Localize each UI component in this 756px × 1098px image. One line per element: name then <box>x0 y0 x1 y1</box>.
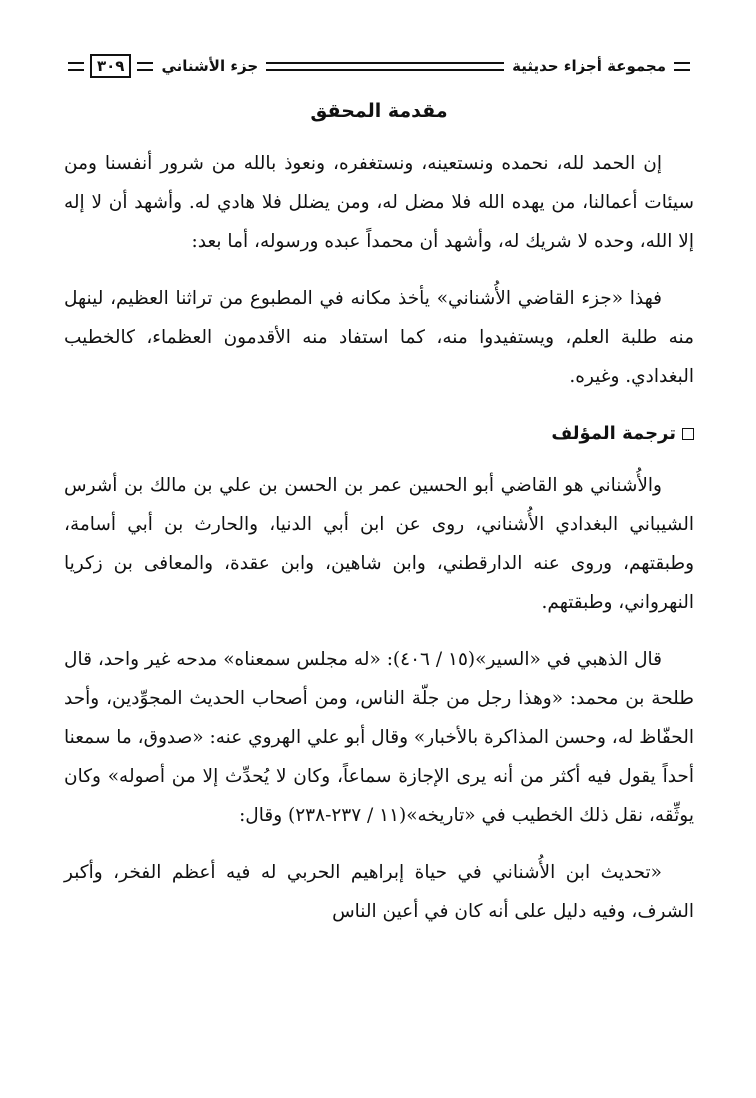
book-page <box>64 46 694 1086</box>
paragraph-dhahabi-quote: قال الذهبي في «السير»(١٥ / ٤٠٦): «له مجلس سمعناه» مدحه غير واحد، قال طلحة بن محمد: «وهذا رجل من جلّة الناس، ومن أصحاب الحديث المجوِّدين، وأحد الحفّاظ له، وحسن المذاكرة بالأخبار» وقال أبو علي الهروي عنه: «صدوق، ما سمعنا أحداً يقول فيه أكثر من أنه يرى الإجازة سماعاً، وكان لا يُحدِّث إلا من أصوله» وكان يوثِّقه، نقل ذلك الخطيب في «تاريخه»(١١ / ٢٣٧-٢٣٨) وقال: <box>63 649 694 826</box>
paragraph-gap <box>64 396 694 414</box>
header-rule-left <box>68 62 84 71</box>
paragraph-author-bio: والأُشناني هو القاضي أبو الحسين عمر بن الحسن بن علي بن مالك بن أشرس الشيباني البغدادي الأُشناني، روى عن ابن أبي الدنيا، والحارث بن أبي أسامة، وطبقتهم، وروى عنه الدارقطني، وابن شاهين، وابن عقدة، والمعافى بن زكريا النهرواني، وطبقتهم. <box>64 475 694 613</box>
part-title: جزء الأشناني <box>161 57 259 75</box>
collection-title: مجموعة أجزاء حديثية <box>512 57 666 75</box>
paragraph-gap <box>64 261 694 279</box>
running-header <box>64 46 694 86</box>
author-biography-heading-label: ترجمة المؤلف <box>551 423 676 444</box>
header-rule-right <box>674 62 690 71</box>
paragraph-opening-praise: إن الحمد لله، نحمده ونستعينه، ونستغفره، ونعوذ بالله من شرور أنفسنا ومن سيئات أعمالنا، من يهده الله فلا مضل له، ومن يضلل فلا هادي له. وأشهد أن لا إله إلا الله، وحده لا شريك له، وأشهد أن محمداً عبده ورسوله، أما بعد: <box>64 153 694 252</box>
section-title: مقدمة المحقق <box>310 100 448 122</box>
paragraph-book-intro: فهذا «جزء القاضي الأُشناني» يأخذ مكانه في المطبوع من تراثنا العظيم، لينهل منه طلبة العلم، ويستفيدوا منه، كما استفاد منه الأقدمون العظماء، كالخطيب البغدادي. وغيره. <box>64 288 694 387</box>
author-biography-heading <box>64 416 694 452</box>
paragraph-gap <box>64 835 694 853</box>
page-number: ٣٠٩ <box>90 54 131 78</box>
header-rule-middle <box>266 62 504 71</box>
header-rule-before-number <box>137 62 153 71</box>
paragraph-khatib-quote: «تحديث ابن الأُشناني في حياة إبراهيم الحربي له فيه أعظم الفخر، وأكبر الشرف، وفيه دليل على أنه كان في أعين الناس <box>64 862 694 922</box>
paragraph-gap <box>64 622 694 640</box>
square-bullet-icon <box>682 428 694 440</box>
